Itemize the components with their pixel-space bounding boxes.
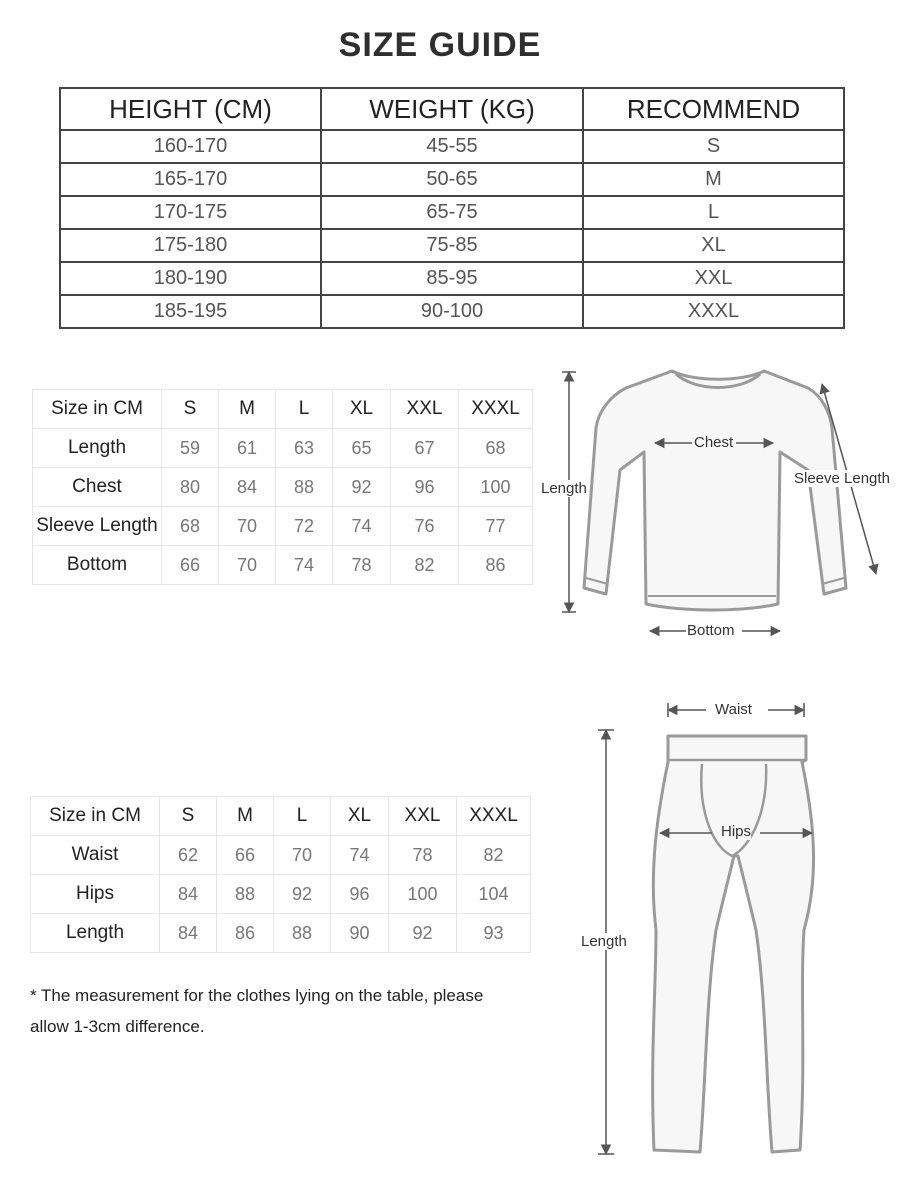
- value-cell: 93: [457, 914, 531, 953]
- value-cell: 92: [333, 468, 391, 507]
- row-label: Length: [31, 914, 160, 953]
- waist-label: Waist: [715, 701, 752, 718]
- value-cell: 61: [219, 429, 276, 468]
- value-cell: 82: [457, 836, 531, 875]
- header-size-in-cm: Size in CM: [31, 797, 160, 836]
- recommend-cell: XL: [583, 229, 844, 262]
- header-size: S: [162, 390, 219, 429]
- value-cell: 78: [389, 836, 457, 875]
- value-cell: 65: [333, 429, 391, 468]
- page-title: SIZE GUIDE: [338, 26, 542, 64]
- bottom-label: Bottom: [687, 622, 735, 639]
- value-cell: 88: [276, 468, 333, 507]
- value-cell: 80: [162, 468, 219, 507]
- value-cell: 82: [391, 546, 459, 585]
- header-size: M: [217, 797, 274, 836]
- pants-outline: [653, 736, 814, 1152]
- note-line: allow 1-3cm difference.: [30, 1017, 205, 1036]
- value-cell: 84: [219, 468, 276, 507]
- value-cell: 100: [389, 875, 457, 914]
- header-weight: WEIGHT (KG): [321, 88, 583, 130]
- value-cell: 70: [219, 507, 276, 546]
- row-label: Length: [33, 429, 162, 468]
- value-cell: 62: [160, 836, 217, 875]
- header-recommend: RECOMMEND: [583, 88, 844, 130]
- value-cell: 84: [160, 875, 217, 914]
- header-size: XL: [333, 390, 391, 429]
- row-label: Waist: [31, 836, 160, 875]
- row-label: Chest: [33, 468, 162, 507]
- value-cell: 88: [274, 914, 331, 953]
- value-cell: 66: [217, 836, 274, 875]
- value-cell: 68: [459, 429, 533, 468]
- value-cell: 96: [331, 875, 389, 914]
- height-cell: 165-170: [60, 163, 321, 196]
- value-cell: 104: [457, 875, 531, 914]
- shirt-outline: [584, 371, 846, 610]
- value-cell: 66: [162, 546, 219, 585]
- value-cell: 84: [160, 914, 217, 953]
- weight-cell: 65-75: [321, 196, 583, 229]
- weight-cell: 90-100: [321, 295, 583, 328]
- height-cell: 170-175: [60, 196, 321, 229]
- value-cell: 67: [391, 429, 459, 468]
- weight-cell: 85-95: [321, 262, 583, 295]
- height-cell: 185-195: [60, 295, 321, 328]
- header-size: S: [160, 797, 217, 836]
- pants-diagram: [598, 703, 814, 1154]
- value-cell: 63: [276, 429, 333, 468]
- header-size: M: [219, 390, 276, 429]
- value-cell: 78: [333, 546, 391, 585]
- row-label: Sleeve Length: [33, 507, 162, 546]
- value-cell: 74: [331, 836, 389, 875]
- recommend-cell: S: [583, 130, 844, 163]
- height-cell: 180-190: [60, 262, 321, 295]
- value-cell: 72: [276, 507, 333, 546]
- value-cell: 86: [459, 546, 533, 585]
- height-cell: 160-170: [60, 130, 321, 163]
- hips-label: Hips: [721, 823, 752, 840]
- header-size: XXL: [389, 797, 457, 836]
- height-cell: 175-180: [60, 229, 321, 262]
- value-cell: 59: [162, 429, 219, 468]
- header-size: XL: [331, 797, 389, 836]
- header-size: L: [274, 797, 331, 836]
- row-label: Bottom: [33, 546, 162, 585]
- recommend-cell: M: [583, 163, 844, 196]
- value-cell: 68: [162, 507, 219, 546]
- chest-label: Chest: [694, 434, 734, 451]
- note-line: * The measurement for the clothes lying on the table, please: [30, 986, 484, 1005]
- value-cell: 86: [217, 914, 274, 953]
- weight-cell: 50-65: [321, 163, 583, 196]
- header-size: XXXL: [459, 390, 533, 429]
- weight-cell: 75-85: [321, 229, 583, 262]
- value-cell: 92: [389, 914, 457, 953]
- header-size: XXXL: [457, 797, 531, 836]
- value-cell: 77: [459, 507, 533, 546]
- value-cell: 100: [459, 468, 533, 507]
- header-size-in-cm: Size in CM: [33, 390, 162, 429]
- value-cell: 70: [274, 836, 331, 875]
- recommend-cell: XXXL: [583, 295, 844, 328]
- pants-length-label: Length: [581, 933, 627, 950]
- shirt-length-label: Length: [541, 480, 587, 497]
- value-cell: 88: [217, 875, 274, 914]
- recommend-cell: L: [583, 196, 844, 229]
- header-height: HEIGHT (CM): [60, 88, 321, 130]
- recommend-cell: XXL: [583, 262, 844, 295]
- value-cell: 96: [391, 468, 459, 507]
- row-label: Hips: [31, 875, 160, 914]
- value-cell: 76: [391, 507, 459, 546]
- sleeve-length-label: Sleeve Length: [794, 470, 890, 487]
- value-cell: 90: [331, 914, 389, 953]
- header-size: XXL: [391, 390, 459, 429]
- header-size: L: [276, 390, 333, 429]
- value-cell: 74: [333, 507, 391, 546]
- shirt-diagram: [562, 371, 876, 631]
- value-cell: 92: [274, 875, 331, 914]
- value-cell: 70: [219, 546, 276, 585]
- value-cell: 74: [276, 546, 333, 585]
- weight-cell: 45-55: [321, 130, 583, 163]
